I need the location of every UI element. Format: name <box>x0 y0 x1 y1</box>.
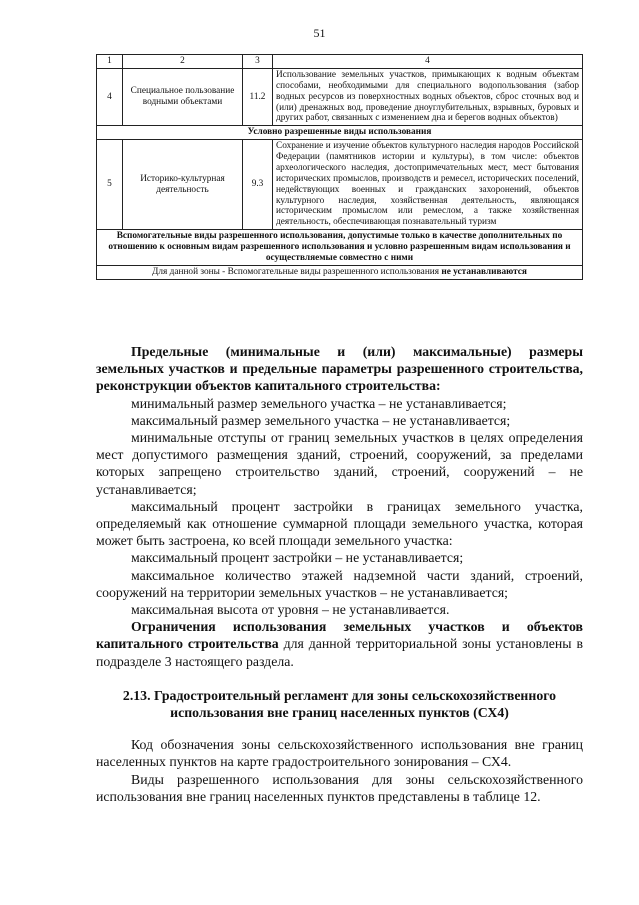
limit-max-percent: максимальный процент застройки в границах земельного участка, определяемый как отношение суммарной площади земельного участка, которая может быть застроена, ко всей площади земельного участка: <box>96 498 583 549</box>
limit-max-height: максимальная высота от уровня – не устанавливается. <box>131 602 450 618</box>
row-number: 4 <box>97 68 123 125</box>
use-name: Специальное пользование водными объектами <box>123 68 243 125</box>
table-note-row <box>97 265 583 279</box>
limit-setbacks: минимальные отступы от границ земельных участков в целях определения мест допустимого размещения зданий, строений, сооружений, за пределами которых запрещено строительство зданий, строений, сооружений – не устанавливается; <box>96 430 583 497</box>
page-number: 51 <box>313 26 326 40</box>
table-section-row <box>97 230 583 266</box>
table-section-row <box>97 126 583 140</box>
limit-max-size: максимальный размер земельного участка – не устанавливается; <box>131 412 511 428</box>
zone-code-paragraph: Код обозначения зоны сельскохозяйственного использования вне границ населенных пунктов на карте градостроительного зонирования – СХ4. <box>96 737 583 770</box>
auxiliary-uses-title: Вспомогательные виды разрешенного использования, допустимые только в качестве дополнительных по отношению к основным видам разрешенного использования и условно разрешенным видам использования и осуществляемые совместно с ними <box>97 230 583 266</box>
auxiliary-uses-note <box>97 265 583 279</box>
section-heading-line1: 2.13. Градостроительный регламент для зоны сельскохозяйственного <box>122 687 557 703</box>
table-row <box>97 140 583 230</box>
limit-max-floors: максимальное количество этажей надземной части зданий, строений, сооружений на территории земельных участков – не устанавливается; <box>96 567 583 600</box>
land-use-table <box>96 54 583 280</box>
limits-title: Предельные (минимальные и (или) максимальные) размеры земельных участков и предельные параметры разрешенного строительства, реконструкции объектов капитального строительства: <box>96 344 583 394</box>
use-code: 11.2 <box>243 68 273 125</box>
table-header-row <box>97 55 583 69</box>
document-body <box>96 343 583 805</box>
auxiliary-note-text: Для данной зоны - Вспомогательные виды разрешенного использования <box>152 266 442 277</box>
use-name: Историко-культурная деятельность <box>123 140 243 230</box>
row-number: 5 <box>97 140 123 230</box>
use-description: Сохранение и изучение объектов культурного наследия народов Российской Федерации (памятников истории и культуры), в том числе: объектов археологического наследия, достопримечательных мест, мест бытования исторических промыслов, производств и ремесел, исторических поселений, недействующих военных и гражданских захоронений, объектов культурного наследия, хозяйственная деятельность, являющаяся историческим промыслом или ремеслом, а также хозяйственная деятельность, обеспечивающая познавательный туризм <box>273 140 583 230</box>
section-heading-line2: использования вне границ населенных пунктов (СХ4) <box>170 705 509 721</box>
limit-min-size: минимальный размер земельного участка – не устанавливается; <box>131 395 507 411</box>
table-row <box>97 68 583 125</box>
restrictions-bold: Ограничения использования земельных участков и объектов капитального строительства <box>96 619 583 652</box>
auxiliary-note-bold: не устанавливаются <box>441 266 527 277</box>
header-cell: 1 <box>97 55 123 69</box>
header-cell: 2 <box>123 55 243 69</box>
limit-max-percent-value: максимальный процент застройки – не устанавливается; <box>131 550 464 566</box>
header-cell: 4 <box>273 55 583 69</box>
restrictions-rest: для данной территориальной зоны установлены в подразделе 3 настоящего раздела. <box>96 636 583 669</box>
use-code: 9.3 <box>243 140 273 230</box>
header-cell: 3 <box>243 55 273 69</box>
uses-paragraph: Виды разрешенного использования для зоны сельскохозяйственного использования вне границ населенных пунктов представлены в таблице 12. <box>96 771 583 804</box>
conditional-uses-title: Условно разрешенные виды использования <box>97 126 583 140</box>
restrictions-paragraph <box>96 618 583 670</box>
use-description: Использование земельных участков, примыкающих к водным объектам способами, необходимыми для специального водопользования (забор водных ресурсов из поверхностных водных объектов, сброс сточных вод и (или) дренажных вод, проведение дноуглубительных, взрывных, буровых и других работ, связанных с изменением дна и берегов водных объектов) <box>273 68 583 125</box>
